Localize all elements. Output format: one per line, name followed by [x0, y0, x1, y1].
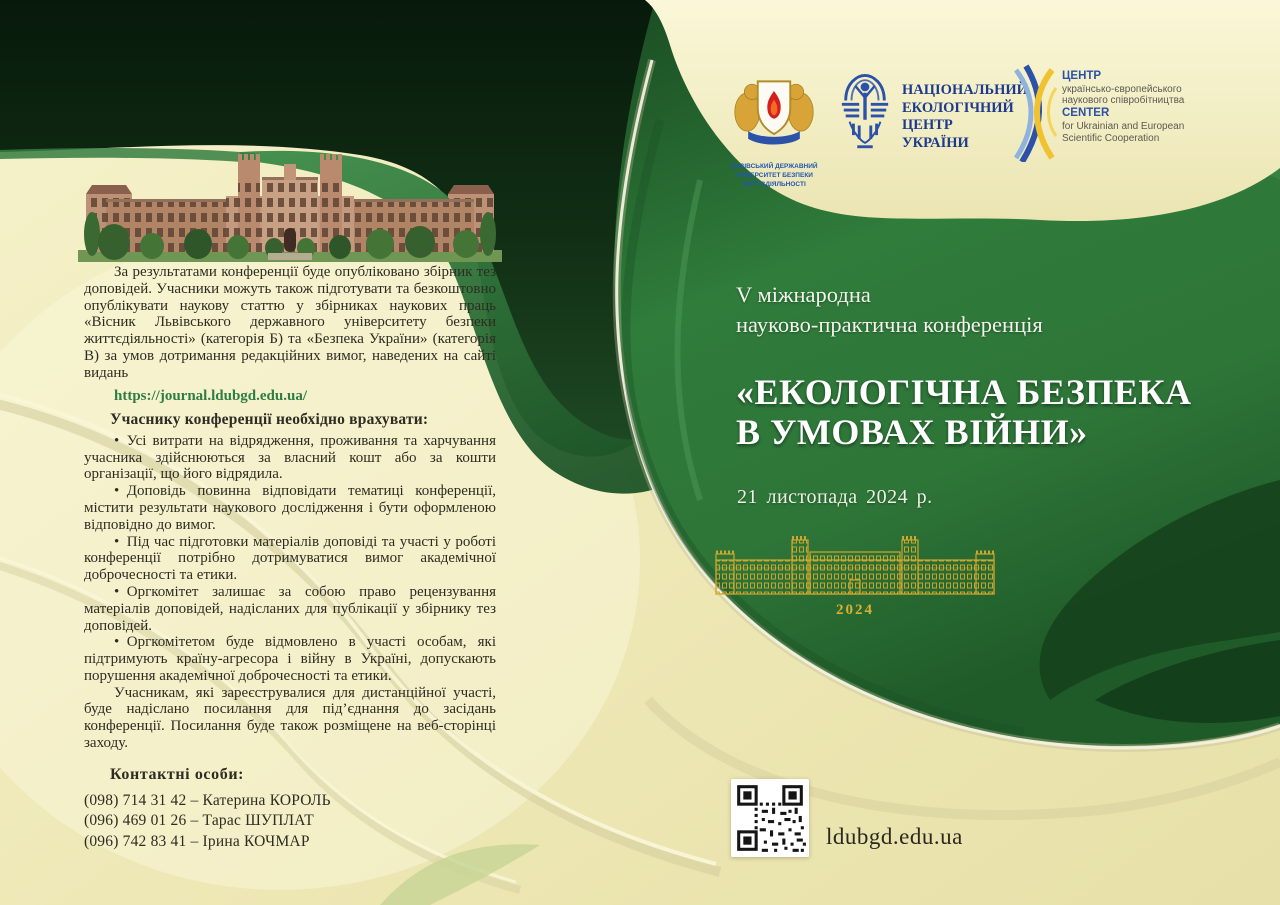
notice-bullet: • Усі витрати на відрядження, проживання та харчування учасника здійснюються за власний кошт або за кошти організації, що його відрядила.	[84, 433, 496, 483]
necu-text-line: ЕКОЛОГІЧНИЙ	[902, 99, 1014, 116]
university-coat-of-arms-logo	[722, 68, 826, 189]
subtitle-line: V міжнародна	[736, 282, 871, 307]
website-url[interactable]: ldubgd.edu.ua	[826, 824, 963, 849]
cuesc-logo-icon	[1008, 64, 1058, 162]
necu-text-line: ЦЕНТР	[902, 117, 953, 134]
building-year: 2024	[836, 602, 874, 618]
contact-line: (096) 469 01 26 – Тарас ШУПЛАТ	[84, 812, 314, 830]
cuesc-text-line: наукового співробітництва	[1062, 95, 1185, 107]
cuesc-text-line: CENTER	[1062, 107, 1110, 120]
subtitle-line: науково-практична конференція	[736, 311, 1043, 337]
necu-text-line: НАЦІОНАЛЬНИЙ	[902, 82, 1028, 98]
contacts-heading: Контактні особи:	[110, 765, 245, 783]
university-caption-line: ЛЬВІВСЬКИЙ ДЕРЖАВНИЙ	[730, 163, 818, 170]
participant-notice-heading: Учаснику конференції необхідно врахувати:	[110, 411, 429, 429]
remote-participation-note: Учасникам, які зареєструвалися для дистанційної участі, буде надіслано посилання для під’єднання до засідань конференції. Посилання буде також розміщене на веб-сторінці заходу.	[84, 684, 496, 752]
notice-bullet: • Під час підготовки матеріалів доповіді та участі у роботі конференції потрібно дотримуватися вимог академічної доброчесності та етики.	[84, 534, 496, 584]
title-line: «ЕКОЛОГІЧНА БЕЗПЕКА	[736, 372, 1192, 412]
contact-line: (096) 742 83 41 – Ірина КОЧМАР	[84, 832, 310, 850]
publication-intro-paragraph: За результатами конференції буде опубліковано збірник тез доповідей. Учасники можуть також підготувати та безкоштовно опублікувати наукову статтю у збірниках наукових праць «Вісник Львівського державного університету безпеки життєдіяльності» (категорія Б) та «Безпека України» (категорія В) за умов дотримання редакційних вимог, наведених на сайті видань	[84, 264, 496, 381]
conference-series-subtitle	[736, 280, 1206, 339]
notice-bullet: • Оргкомітет залишає за собою право рецензування матеріалів доповідей, надісланих для публікації у збірнику тез доповідей.	[84, 584, 496, 634]
qr-code	[731, 779, 809, 857]
cuesc-text-line: українсько-європейського	[1062, 83, 1182, 95]
title-line: В УМОВАХ ВІЙНИ»	[736, 412, 1088, 453]
university-caption-line: ЖИТТЄДІЯЛЬНОСТІ	[742, 180, 806, 188]
contact-line: (098) 714 31 42 – Катерина КОРОЛЬ	[84, 791, 331, 809]
journal-link[interactable]: https://journal.ldubgd.edu.ua/	[114, 387, 307, 404]
cuesc-text-line: Scientific Cooperation	[1062, 132, 1160, 144]
necu-text-line: УКРАЇНИ	[902, 135, 969, 152]
conference-title	[736, 372, 1216, 453]
university-caption-line: УНІВЕРСИТЕТ БЕЗПЕКИ	[735, 171, 813, 179]
notice-bullet: • Оргкомітетом буде відмовлено в участі особам, які підтримують країну-агресора і війну в Україні, допускають порушення академічної доброчесності та етики.	[84, 634, 496, 684]
conference-date: 21 листопада 2024 р.	[737, 486, 933, 508]
cuesc-text-line: for Ukrainian and European	[1062, 120, 1185, 132]
building-lineart-gold	[714, 536, 996, 598]
university-building-photo	[78, 150, 502, 266]
cuesc-logo-text	[1062, 70, 1202, 144]
lions-shield-flame-icon	[730, 68, 818, 156]
necu-logo-icon	[838, 70, 892, 156]
notice-bullet: • Доповідь повинна відповідати тематиці конференції, містити результати наукового дослідження і бути оформленою відповідно до вимог.	[84, 483, 496, 533]
cuesc-text-line: ЦЕНТР	[1062, 70, 1102, 82]
left-panel	[84, 264, 496, 852]
